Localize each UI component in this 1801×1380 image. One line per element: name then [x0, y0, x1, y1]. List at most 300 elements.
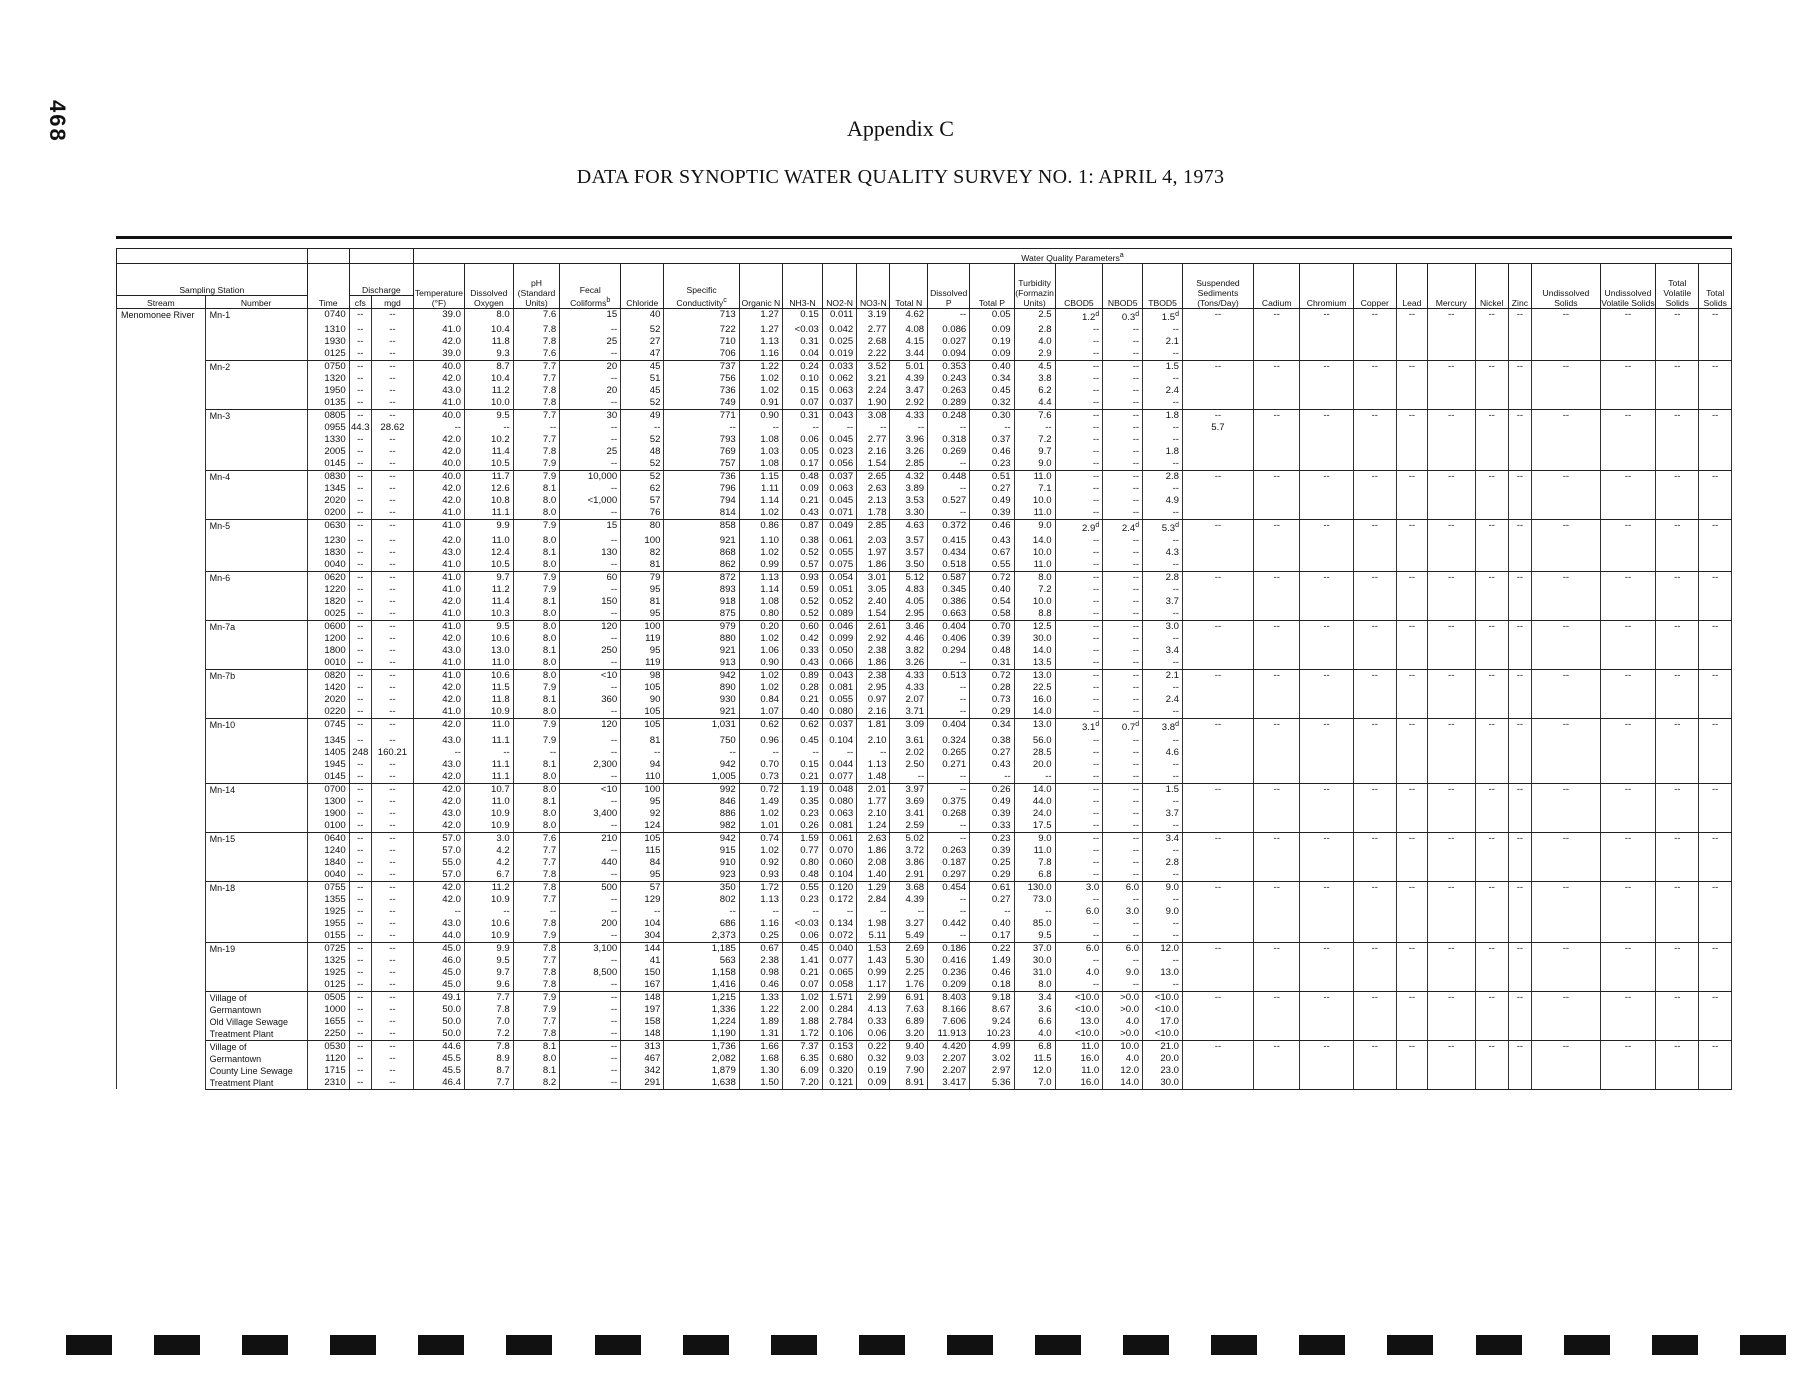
- data-cell: --: [349, 309, 371, 325]
- data-cell: 1800: [307, 645, 349, 657]
- data-cell: 10.4: [464, 373, 513, 385]
- data-cell: [1300, 857, 1353, 869]
- data-cell: 7.9: [513, 930, 560, 943]
- data-cell: [1699, 483, 1732, 495]
- data-cell: --: [464, 422, 513, 434]
- data-cell: 9.9: [464, 520, 513, 536]
- data-cell: [1300, 458, 1353, 471]
- data-cell: 250: [560, 645, 621, 657]
- header-time: Time: [307, 296, 349, 309]
- data-cell: 1.03: [739, 446, 782, 458]
- data-cell: 13.0: [1055, 1016, 1103, 1028]
- data-cell: [1300, 771, 1353, 784]
- data-cell: 0640: [307, 832, 349, 845]
- data-cell: 1300: [307, 796, 349, 808]
- data-cell: --: [371, 930, 413, 943]
- data-cell: 304: [621, 930, 664, 943]
- data-cell: 0.265: [928, 747, 970, 759]
- data-cell: [1353, 869, 1396, 882]
- data-cell: 1.40: [857, 869, 890, 882]
- data-cell: 0.35: [783, 796, 823, 808]
- data-cell: [1300, 483, 1353, 495]
- data-cell: --: [371, 869, 413, 882]
- data-cell: 0.044: [822, 759, 856, 771]
- data-cell: --: [560, 584, 621, 596]
- data-cell: [1300, 385, 1353, 397]
- table-row: [117, 361, 1732, 374]
- data-cell: [1600, 918, 1655, 930]
- data-cell: [1600, 967, 1655, 979]
- data-cell: --: [1600, 520, 1655, 536]
- data-cell: 10.9: [464, 894, 513, 906]
- data-cell: 16.0: [1055, 1077, 1103, 1090]
- data-cell: [1699, 706, 1732, 719]
- station-number-cell: Mn-18: [205, 881, 307, 894]
- data-cell: 10.9: [464, 930, 513, 943]
- data-cell: 13.0: [464, 645, 513, 657]
- data-cell: --: [1699, 1040, 1732, 1053]
- data-cell: 875: [664, 608, 739, 621]
- data-cell: 890: [664, 682, 739, 694]
- data-cell: [1396, 458, 1427, 471]
- data-cell: --: [1143, 657, 1183, 670]
- data-cell: --: [1475, 410, 1508, 423]
- data-cell: 52: [621, 471, 664, 484]
- data-cell: 43.0: [413, 918, 464, 930]
- data-cell: --: [1300, 309, 1353, 325]
- data-cell: 3.30: [890, 507, 928, 520]
- data-cell: 3.86: [890, 857, 928, 869]
- station-number-cell: [205, 657, 307, 670]
- stream-cell: [117, 735, 206, 747]
- data-cell: 7.9: [513, 584, 560, 596]
- data-cell: 1.02: [739, 808, 782, 820]
- data-cell: 10.5: [464, 559, 513, 572]
- data-cell: 4.420: [928, 1040, 970, 1053]
- data-cell: 4.39: [890, 373, 928, 385]
- data-cell: 0.406: [928, 633, 970, 645]
- data-cell: 1955: [307, 918, 349, 930]
- data-cell: --: [1475, 309, 1508, 325]
- data-cell: [1699, 1004, 1732, 1016]
- data-cell: [1656, 930, 1699, 943]
- data-cell: [1353, 385, 1396, 397]
- data-cell: [1508, 397, 1531, 410]
- data-cell: --: [1532, 361, 1601, 374]
- stream-cell: [117, 918, 206, 930]
- data-cell: 0.70: [739, 759, 782, 771]
- data-cell: 6.09: [783, 1065, 823, 1077]
- stream-cell: [117, 596, 206, 608]
- data-cell: [1396, 735, 1427, 747]
- data-cell: 51: [621, 373, 664, 385]
- data-cell: --: [371, 397, 413, 410]
- data-cell: --: [890, 422, 928, 434]
- data-cell: --: [349, 869, 371, 882]
- station-number-cell: Germantown: [205, 1004, 307, 1016]
- data-cell: --: [1699, 361, 1732, 374]
- stream-cell: [117, 820, 206, 833]
- data-cell: 197: [621, 1004, 664, 1016]
- data-cell: 0.06: [857, 1028, 890, 1041]
- data-cell: 1345: [307, 483, 349, 495]
- data-cell: [1183, 682, 1254, 694]
- data-cell: [1508, 967, 1531, 979]
- data-cell: 942: [664, 832, 739, 845]
- data-cell: --: [1353, 942, 1396, 955]
- data-cell: --: [1103, 759, 1143, 771]
- data-cell: [1353, 694, 1396, 706]
- data-cell: 28.62: [371, 422, 413, 434]
- data-cell: --: [1143, 979, 1183, 992]
- data-cell: --: [1699, 670, 1732, 683]
- data-cell: [1656, 845, 1699, 857]
- data-cell: --: [371, 434, 413, 446]
- data-cell: [1699, 584, 1732, 596]
- data-cell: --: [1103, 735, 1143, 747]
- data-cell: 1.02: [739, 507, 782, 520]
- data-cell: 0805: [307, 410, 349, 423]
- data-cell: --: [1300, 1040, 1353, 1053]
- data-cell: 0.058: [822, 979, 856, 992]
- data-cell: 0.046: [822, 621, 856, 634]
- data-cell: 0630: [307, 520, 349, 536]
- data-cell: --: [1103, 918, 1143, 930]
- data-cell: --: [739, 747, 782, 759]
- data-cell: [1183, 324, 1254, 336]
- data-cell: 43.0: [413, 759, 464, 771]
- data-cell: --: [1600, 309, 1655, 325]
- table-row: [117, 906, 1732, 918]
- data-cell: [1183, 771, 1254, 784]
- data-cell: [1183, 869, 1254, 882]
- data-cell: 930: [664, 694, 739, 706]
- data-cell: --: [1253, 1040, 1300, 1053]
- station-number-cell: [205, 979, 307, 992]
- data-cell: 2.4$^d$: [1103, 520, 1143, 536]
- data-cell: 0.07: [783, 397, 823, 410]
- data-cell: [1699, 918, 1732, 930]
- data-cell: --: [1055, 645, 1103, 657]
- data-cell: [1183, 559, 1254, 572]
- data-cell: [1508, 735, 1531, 747]
- data-cell: 8.91: [890, 1077, 928, 1090]
- data-cell: [1253, 771, 1300, 784]
- data-cell: 0.153: [822, 1040, 856, 1053]
- data-cell: [1353, 1053, 1396, 1065]
- data-cell: [1183, 385, 1254, 397]
- data-cell: 47: [621, 348, 664, 361]
- table-row: [117, 422, 1732, 434]
- data-cell: [1427, 336, 1475, 348]
- data-cell: --: [928, 694, 970, 706]
- data-cell: --: [1014, 906, 1055, 918]
- data-cell: [1253, 495, 1300, 507]
- stream-cell: [117, 1028, 206, 1041]
- data-cell: 11.0: [1055, 1065, 1103, 1077]
- data-cell: [1699, 845, 1732, 857]
- data-cell: 105: [621, 682, 664, 694]
- data-cell: --: [1253, 942, 1300, 955]
- data-cell: 4.33: [890, 410, 928, 423]
- data-cell: 2.38: [857, 645, 890, 657]
- data-cell: 915: [664, 845, 739, 857]
- data-cell: 0.075: [822, 559, 856, 572]
- data-cell: 85.0: [1014, 918, 1055, 930]
- data-cell: --: [1508, 783, 1531, 796]
- table-row: [117, 808, 1732, 820]
- data-cell: [1253, 385, 1300, 397]
- data-cell: [1475, 458, 1508, 471]
- data-cell: --: [560, 747, 621, 759]
- data-cell: --: [1699, 783, 1732, 796]
- data-cell: 0.404: [928, 621, 970, 634]
- data-cell: 0.320: [822, 1065, 856, 1077]
- data-cell: 129: [621, 894, 664, 906]
- data-cell: --: [1055, 955, 1103, 967]
- data-cell: 8.1: [513, 483, 560, 495]
- data-cell: 291: [621, 1077, 664, 1090]
- data-cell: [1600, 446, 1655, 458]
- data-cell: 750: [664, 735, 739, 747]
- data-cell: --: [371, 706, 413, 719]
- data-cell: 12.0: [1143, 942, 1183, 955]
- data-cell: 4.33: [890, 682, 928, 694]
- data-cell: 0.61: [970, 881, 1014, 894]
- data-cell: 3.21: [857, 373, 890, 385]
- data-cell: [1656, 584, 1699, 596]
- data-cell: 923: [664, 869, 739, 882]
- data-cell: --: [371, 309, 413, 325]
- data-cell: --: [1396, 410, 1427, 423]
- data-cell: [1253, 608, 1300, 621]
- page-edge-marks: [66, 1335, 1786, 1355]
- data-cell: --: [1103, 361, 1143, 374]
- data-cell: 1240: [307, 845, 349, 857]
- stream-cell: [117, 845, 206, 857]
- station-number-cell: [205, 495, 307, 507]
- data-cell: [1656, 857, 1699, 869]
- data-cell: 1.98: [857, 918, 890, 930]
- data-cell: --: [371, 520, 413, 536]
- data-cell: 8.0: [1014, 572, 1055, 585]
- data-cell: [1475, 808, 1508, 820]
- data-cell: [1532, 820, 1601, 833]
- data-cell: --: [371, 336, 413, 348]
- data-cell: --: [371, 361, 413, 374]
- table-row: [117, 1016, 1732, 1028]
- data-cell: [1427, 1077, 1475, 1090]
- data-cell: --: [1253, 670, 1300, 683]
- data-cell: [1475, 507, 1508, 520]
- data-cell: 1345: [307, 735, 349, 747]
- data-cell: [1183, 1065, 1254, 1077]
- data-cell: 15: [560, 309, 621, 325]
- data-cell: --: [1699, 520, 1732, 536]
- data-cell: [1253, 1004, 1300, 1016]
- data-cell: 0.31: [783, 336, 823, 348]
- data-cell: --: [560, 348, 621, 361]
- stream-cell: [117, 1053, 206, 1065]
- data-cell: --: [1353, 1040, 1396, 1053]
- station-number-cell: Mn-4: [205, 471, 307, 484]
- table-row: [117, 894, 1732, 906]
- data-cell: [1300, 397, 1353, 410]
- data-cell: 0040: [307, 869, 349, 882]
- data-cell: 3.82: [890, 645, 928, 657]
- data-cell: --: [1055, 572, 1103, 585]
- stream-cell: [117, 572, 206, 585]
- data-cell: --: [1300, 991, 1353, 1004]
- data-cell: [1656, 894, 1699, 906]
- data-cell: [1508, 894, 1531, 906]
- data-cell: 14.0: [1014, 535, 1055, 547]
- data-cell: [1353, 857, 1396, 869]
- data-cell: 41.0: [413, 507, 464, 520]
- data-cell: 5.01: [890, 361, 928, 374]
- data-cell: 42.0: [413, 633, 464, 645]
- data-cell: 1405: [307, 747, 349, 759]
- data-cell: 95: [621, 645, 664, 657]
- data-cell: [1183, 735, 1254, 747]
- data-cell: --: [1656, 881, 1699, 894]
- data-cell: 0135: [307, 397, 349, 410]
- data-cell: 7.8: [1014, 857, 1055, 869]
- data-cell: 3.417: [928, 1077, 970, 1090]
- data-cell: [1253, 633, 1300, 645]
- data-cell: 0.063: [822, 808, 856, 820]
- data-cell: [1300, 759, 1353, 771]
- stream-cell: [117, 547, 206, 559]
- data-cell: --: [1600, 1040, 1655, 1053]
- data-cell: 7.7: [513, 894, 560, 906]
- data-cell: [1699, 955, 1732, 967]
- data-cell: --: [1699, 719, 1732, 735]
- data-cell: 8.0: [513, 820, 560, 833]
- data-cell: 0.21: [783, 694, 823, 706]
- data-cell: [1699, 930, 1732, 943]
- data-cell: 2.03: [857, 535, 890, 547]
- data-cell: [1656, 633, 1699, 645]
- data-cell: 7.7: [464, 991, 513, 1004]
- table-row: [117, 584, 1732, 596]
- data-cell: 23.0: [1143, 1065, 1183, 1077]
- data-cell: 4.6: [1143, 747, 1183, 759]
- data-cell: --: [1427, 832, 1475, 845]
- data-cell: 2.1: [1143, 670, 1183, 683]
- data-cell: [1508, 446, 1531, 458]
- station-number-cell: [205, 694, 307, 706]
- data-cell: 706: [664, 348, 739, 361]
- data-cell: 5.02: [890, 832, 928, 845]
- station-number-cell: [205, 348, 307, 361]
- data-cell: 0.077: [822, 771, 856, 784]
- data-cell: 13.0: [1014, 719, 1055, 735]
- data-cell: 0.248: [928, 410, 970, 423]
- data-cell: 2.85: [857, 520, 890, 536]
- water-quality-table: [116, 248, 1732, 1090]
- data-cell: 0.45: [783, 942, 823, 955]
- data-cell: 737: [664, 361, 739, 374]
- data-cell: --: [371, 446, 413, 458]
- data-cell: [1656, 979, 1699, 992]
- stream-cell: [117, 832, 206, 845]
- header-no2-n: NO2-N: [822, 264, 856, 309]
- data-cell: 1.54: [857, 458, 890, 471]
- data-cell: 3.8$^d$: [1143, 719, 1183, 735]
- data-cell: 5.11: [857, 930, 890, 943]
- data-cell: --: [1532, 520, 1601, 536]
- data-cell: --: [1508, 719, 1531, 735]
- data-cell: [1508, 434, 1531, 446]
- data-cell: 1.13: [857, 759, 890, 771]
- data-cell: --: [371, 608, 413, 621]
- data-cell: 4.2: [464, 845, 513, 857]
- data-cell: [1600, 507, 1655, 520]
- data-cell: 3.57: [890, 547, 928, 559]
- station-number-cell: [205, 857, 307, 869]
- data-cell: --: [371, 694, 413, 706]
- data-cell: --: [1143, 759, 1183, 771]
- data-cell: 40: [621, 309, 664, 325]
- data-cell: [1532, 336, 1601, 348]
- data-cell: 0.518: [928, 559, 970, 572]
- data-cell: --: [1055, 869, 1103, 882]
- data-cell: [1656, 918, 1699, 930]
- data-cell: 3.05: [857, 584, 890, 596]
- data-cell: --: [1014, 422, 1055, 434]
- data-cell: 0.06: [783, 930, 823, 943]
- data-cell: --: [1143, 324, 1183, 336]
- data-cell: --: [1103, 385, 1143, 397]
- data-cell: [1656, 483, 1699, 495]
- data-cell: 2310: [307, 1077, 349, 1090]
- data-cell: 57.0: [413, 869, 464, 882]
- data-cell: 0.049: [822, 520, 856, 536]
- data-cell: 1.08: [739, 434, 782, 446]
- data-cell: 0.80: [783, 857, 823, 869]
- data-cell: [1600, 820, 1655, 833]
- data-cell: 7.2: [464, 1028, 513, 1041]
- data-cell: 10.0: [1014, 547, 1055, 559]
- data-cell: [1253, 759, 1300, 771]
- data-cell: 10.6: [464, 633, 513, 645]
- table-row: [117, 1077, 1732, 1090]
- data-cell: [1475, 633, 1508, 645]
- data-cell: [1427, 979, 1475, 992]
- data-cell: [1253, 645, 1300, 657]
- data-cell: --: [560, 820, 621, 833]
- data-cell: 4.32: [890, 471, 928, 484]
- data-cell: 1.72: [783, 1028, 823, 1041]
- data-cell: [1253, 1053, 1300, 1065]
- data-cell: [1396, 507, 1427, 520]
- data-cell: [1508, 633, 1531, 645]
- stream-cell: [117, 385, 206, 397]
- data-cell: --: [1055, 857, 1103, 869]
- data-cell: [1508, 955, 1531, 967]
- data-cell: 0.17: [783, 458, 823, 471]
- data-cell: 1.53: [857, 942, 890, 955]
- data-cell: 0755: [307, 881, 349, 894]
- data-cell: [1532, 458, 1601, 471]
- data-cell: [1183, 1077, 1254, 1090]
- data-cell: 44.0: [413, 930, 464, 943]
- data-cell: 0.31: [783, 410, 823, 423]
- data-cell: 4.0: [1055, 967, 1103, 979]
- data-cell: 3.08: [857, 410, 890, 423]
- data-cell: [1600, 657, 1655, 670]
